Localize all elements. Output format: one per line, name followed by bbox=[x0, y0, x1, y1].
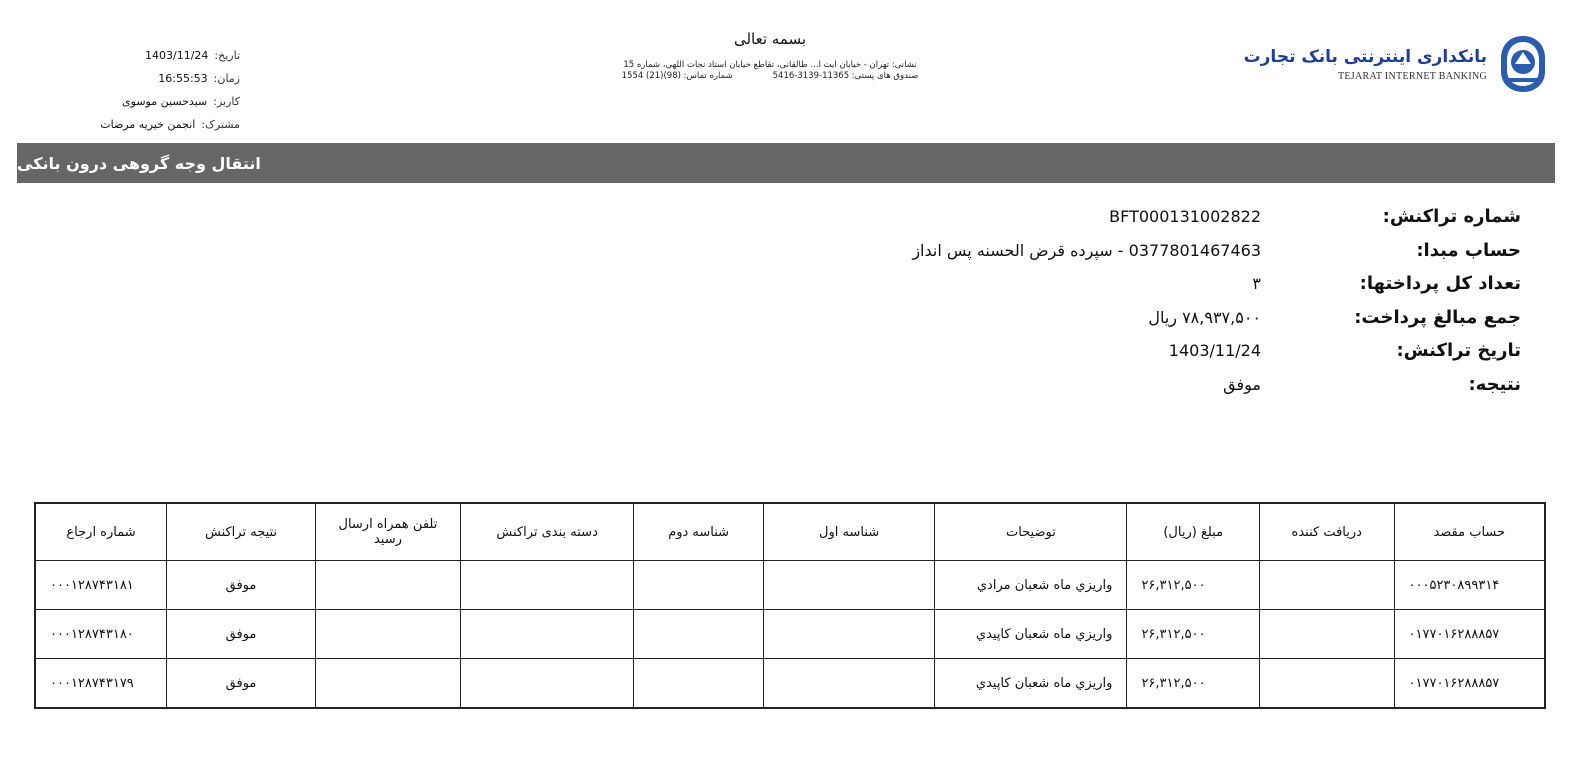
table-row bbox=[35, 610, 1545, 659]
phone-number: شماره تماس: (98)(21) 1554 bbox=[621, 71, 733, 81]
col-header-reference-number: شماره ارجاع bbox=[35, 503, 167, 561]
meta-user-label: کاربر: bbox=[213, 95, 240, 108]
summary-row bbox=[821, 234, 1521, 268]
table-row bbox=[35, 659, 1545, 709]
cell-amount: ۲۶,۳۱۲,۵۰۰ bbox=[1127, 659, 1260, 709]
col-header-description: توضیحات bbox=[935, 503, 1127, 561]
receipt-header-center bbox=[560, 30, 980, 82]
cell-amount: ۲۶,۳۱۲,۵۰۰ bbox=[1127, 610, 1260, 659]
meta-time-value: 16:55:53 bbox=[158, 72, 208, 85]
cell-category bbox=[460, 561, 634, 610]
meta-time-label: زمان: bbox=[213, 72, 240, 85]
postal-box: صندوق های پستی: 11365-3139-5416 bbox=[772, 71, 919, 81]
meta-user bbox=[70, 90, 240, 113]
cell-receipt-mobile bbox=[316, 659, 461, 709]
col-header-first-id: شناسه اول bbox=[763, 503, 935, 561]
cell-destination-account: ۰۱۷۷۰۱۶۲۸۸۸۵۷ bbox=[1394, 610, 1545, 659]
total-amount-value: ۷۸,۹۳۷,۵۰۰ ریال bbox=[1148, 307, 1261, 327]
transaction-date-value: 1403/11/24 bbox=[1168, 341, 1261, 361]
meta-customer-value: انجمن خیریه مرضات bbox=[100, 118, 196, 131]
cell-description: واریزي ماه شعبان کاپیدي bbox=[935, 659, 1127, 709]
cell-category bbox=[460, 610, 634, 659]
cell-reference-number: ۰۰۰۱۲۸۷۴۳۱۸۰ bbox=[35, 610, 167, 659]
cell-description: واریزي ماه شعبان کاپیدي bbox=[935, 610, 1127, 659]
basmala: بسمه تعالی bbox=[733, 30, 807, 48]
cell-second-id bbox=[634, 561, 763, 610]
col-header-category: دسته بندی تراکنش bbox=[460, 503, 634, 561]
col-header-recipient: دریافت کننده bbox=[1259, 503, 1394, 561]
col-header-destination-account: حساب مقصد bbox=[1394, 503, 1545, 561]
logo-title-fa: بانکداری اینترنتی بانک تجارت bbox=[1243, 46, 1487, 67]
cell-result: موفق bbox=[167, 659, 316, 709]
page-title-banner bbox=[17, 143, 1555, 183]
col-header-receipt-mobile: تلفن همراه ارسال رسید bbox=[316, 503, 461, 561]
transaction-number-value: BFT000131002822 bbox=[1109, 207, 1261, 227]
cell-first-id bbox=[763, 659, 935, 709]
cell-recipient bbox=[1259, 659, 1394, 709]
table-row bbox=[35, 561, 1545, 610]
meta-customer-label: مشترک: bbox=[201, 118, 240, 131]
transaction-date-label: تاریخ تراکنش: bbox=[1396, 340, 1521, 362]
cell-result: موفق bbox=[167, 610, 316, 659]
meta-date bbox=[70, 44, 240, 67]
cell-receipt-mobile bbox=[316, 610, 461, 659]
meta-date-value: 1403/11/24 bbox=[145, 49, 209, 62]
summary-row bbox=[821, 200, 1521, 234]
col-header-amount: مبلغ (ریال) bbox=[1127, 503, 1260, 561]
cell-reference-number: ۰۰۰۱۲۸۷۴۳۱۷۹ bbox=[35, 659, 167, 709]
summary-row bbox=[821, 334, 1521, 368]
cell-second-id bbox=[634, 659, 763, 709]
meta-customer bbox=[70, 113, 240, 136]
cell-receipt-mobile bbox=[316, 561, 461, 610]
cell-first-id bbox=[763, 610, 935, 659]
transactions-table bbox=[34, 502, 1546, 709]
meta-time bbox=[70, 67, 240, 90]
meta-user-value: سیدحسین موسوی bbox=[122, 95, 208, 108]
cell-destination-account: ۰۰۰۵۲۳۰۸۹۹۳۱۴ bbox=[1394, 561, 1545, 610]
summary-row bbox=[821, 301, 1521, 335]
summary-row bbox=[821, 267, 1521, 301]
transaction-summary bbox=[821, 200, 1521, 401]
bank-address bbox=[560, 60, 980, 82]
result-label: نتیجه: bbox=[1468, 373, 1521, 395]
receipt-meta bbox=[70, 44, 240, 136]
cell-destination-account: ۰۱۷۷۰۱۶۲۸۸۸۵۷ bbox=[1394, 659, 1545, 709]
table-header-row bbox=[35, 503, 1545, 561]
payment-count-label: تعداد کل پرداختها: bbox=[1359, 273, 1521, 295]
col-header-result: نتیجه تراکنش bbox=[167, 503, 316, 561]
cell-recipient bbox=[1259, 561, 1394, 610]
address-line: نشانی: تهران - خیابان ایت ا... طالقانی، تقاطع خیابان استاد نجات اللهی، شماره 15 bbox=[623, 60, 917, 70]
cell-reference-number: ۰۰۰۱۲۸۷۴۳۱۸۱ bbox=[35, 561, 167, 610]
page-title: انتقال وجه گروهی درون بانکی bbox=[17, 153, 261, 173]
cell-description: واریزي ماه شعبان مرادي bbox=[935, 561, 1127, 610]
cell-second-id bbox=[634, 610, 763, 659]
summary-row bbox=[821, 368, 1521, 402]
source-account-label: حساب مبدا: bbox=[1416, 239, 1521, 261]
total-amount-label: جمع مبالغ پرداخت: bbox=[1354, 306, 1521, 328]
transaction-number-label: شماره تراکنش: bbox=[1382, 206, 1521, 228]
bank-logo bbox=[1244, 34, 1549, 94]
source-account-value: 0377801467463 - سپرده قرض الحسنه پس انداز bbox=[912, 240, 1261, 260]
logo-title-en: TEJARAT INTERNET BANKING bbox=[1337, 70, 1487, 82]
cell-amount: ۲۶,۳۱۲,۵۰۰ bbox=[1127, 561, 1260, 610]
cell-result: موفق bbox=[167, 561, 316, 610]
meta-date-label: تاریخ: bbox=[214, 49, 240, 62]
tejarat-emblem-icon bbox=[1497, 34, 1549, 94]
cell-category bbox=[460, 659, 634, 709]
cell-recipient bbox=[1259, 610, 1394, 659]
result-value: موفق bbox=[1223, 374, 1261, 394]
col-header-second-id: شناسه دوم bbox=[634, 503, 763, 561]
cell-first-id bbox=[763, 561, 935, 610]
payment-count-value: ۳ bbox=[1252, 274, 1261, 294]
